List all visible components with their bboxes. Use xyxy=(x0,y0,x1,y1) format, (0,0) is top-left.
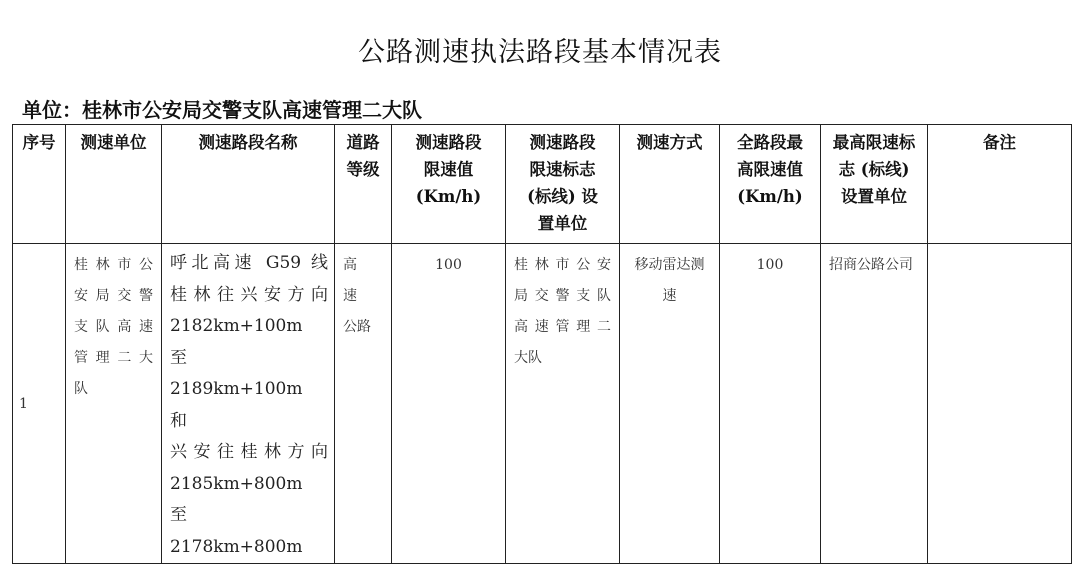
cell-max-speed: 100 xyxy=(720,244,821,564)
header-seq: 序号 xyxy=(13,125,66,244)
cell-route-name: 呼北高速 G59 线 桂林往兴安方向 2182km+100m 至 2189km+100m 和 兴安往桂林方向 2185km+800m 至 2178km+800m xyxy=(162,244,335,564)
header-route-name: 测速路段名称 xyxy=(162,125,335,244)
cell-max-sign-unit: 招商公路公司 xyxy=(821,244,928,564)
header-remark: 备注 xyxy=(928,125,1072,244)
header-sign-unit: 测速路段 限速标志 (标线) 设 置单位 xyxy=(506,125,620,244)
cell-remark xyxy=(928,244,1072,564)
cell-road-grade: 高 速 公路 xyxy=(335,244,392,564)
page-title: 公路测速执法路段基本情况表 xyxy=(358,37,722,68)
header-method: 测速方式 xyxy=(620,125,720,244)
header-row xyxy=(13,125,1072,244)
speed-enforcement-table xyxy=(12,124,1072,564)
cell-sign-unit: 桂林市公安 局交警支队 高速管理二 大队 xyxy=(506,244,620,564)
cell-method: 移动雷达测 速 xyxy=(620,244,720,564)
header-road-grade: 道路 等级 xyxy=(335,125,392,244)
unit-line: 单位：桂林市公安局交警支队高速管理二大队 xyxy=(22,98,422,122)
header-speed-limit: 测速路段 限速值 (Km/h) xyxy=(392,125,506,244)
header-unit: 测速单位 xyxy=(66,125,162,244)
table-row xyxy=(13,244,1072,564)
cell-unit: 桂林市公 安局交警 支队高速 管理二大 队 xyxy=(66,244,162,564)
cell-speed-limit: 100 xyxy=(392,244,506,564)
header-max-speed: 全路段最 高限速值 (Km/h) xyxy=(720,125,821,244)
header-max-sign-unit: 最高限速标 志 (标线) 设置单位 xyxy=(821,125,928,244)
cell-seq: 1 xyxy=(13,244,66,564)
